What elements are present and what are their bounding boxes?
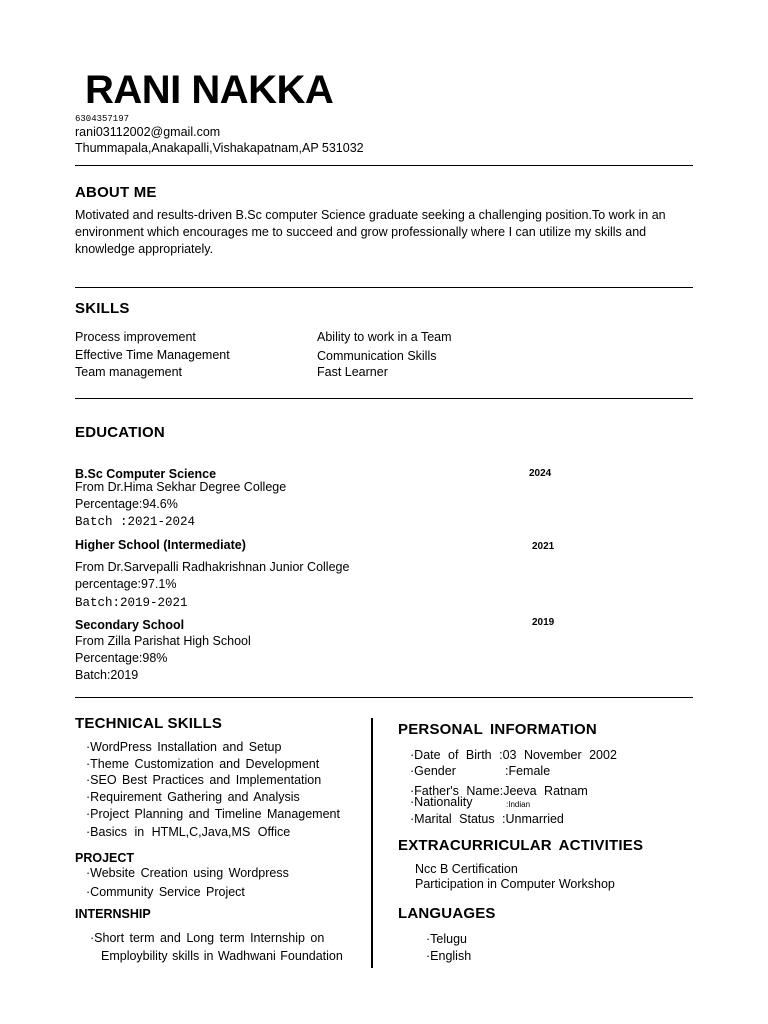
phone-number: 6304357197 — [75, 114, 130, 124]
intermediate-title: Higher School (Intermediate) — [75, 538, 246, 552]
nationality-value: :Indian — [506, 800, 531, 809]
personal-info-heading: PERSONAL INFORMATION — [398, 721, 597, 738]
language-item: ·Telugu — [426, 932, 467, 946]
skill-item: Fast Learner — [317, 365, 388, 379]
divider — [75, 398, 693, 399]
postal-address: Thummapala,Anakapalli,Vishakapatnam,AP 531032 — [75, 141, 364, 155]
project-heading: PROJECT — [75, 851, 135, 865]
secondary-school: From Zilla Parishat High School — [75, 634, 251, 648]
intermediate-percentage: percentage:97.1% — [75, 577, 177, 591]
candidate-name: RANI NAKKA — [85, 68, 334, 112]
skill-item: Process improvement — [75, 330, 196, 344]
technical-skills-heading: TECHNICAL SKILLS — [75, 715, 223, 732]
divider — [75, 287, 693, 288]
secondary-title: Secondary School — [75, 618, 185, 632]
about-heading: ABOUT ME — [75, 184, 157, 201]
secondary-year: 2019 — [532, 617, 555, 628]
skill-item: Team management — [75, 365, 183, 379]
project-item: ·Community Service Project — [86, 885, 245, 899]
internship-line: ·Short term and Long term Internship on — [90, 931, 325, 945]
date-of-birth: ·Date of Birth :03 November 2002 — [410, 748, 617, 762]
marital-status: ·Marital Status :Unmarried — [410, 812, 564, 826]
extracurricular-heading: EXTRACURRICULAR ACTIVITIES — [398, 837, 644, 854]
degree-year: 2024 — [529, 468, 552, 479]
gender-value: :Female — [505, 764, 551, 778]
technical-skill-item: ·Project Planning and Timeline Management — [86, 807, 340, 821]
nationality-label: ·Nationality — [410, 795, 473, 809]
technical-skill-item: ·Basics in HTML,C,Java,MS Office — [86, 825, 291, 839]
degree-college: From Dr.Hima Sekhar Degree College — [75, 480, 287, 494]
skills-heading: SKILLS — [75, 300, 130, 317]
secondary-batch: Batch:2019 — [75, 668, 139, 682]
about-text: Motivated and results-driven B.Sc computer Science graduate seeking a challenging position.To work in an environment which encourages me to succeed and grow professionally where I can utilize my skills and knowledge appropriately. — [75, 208, 666, 256]
intermediate-college: From Dr.Sarvepalli Radhakrishnan Junior College — [75, 560, 350, 574]
project-item: ·Website Creation using Wordpress — [86, 866, 289, 880]
intermediate-batch: Batch:2019-2021 — [75, 596, 188, 610]
column-divider — [371, 718, 373, 968]
divider — [75, 697, 693, 698]
gender-label: ·Gender — [410, 764, 456, 778]
degree-batch: Batch :2021-2024 — [75, 515, 196, 529]
education-heading: EDUCATION — [75, 424, 165, 441]
intermediate-year: 2021 — [532, 541, 555, 552]
extracurricular-item: Ncc B Certification — [415, 862, 518, 876]
technical-skill-item: ·Requirement Gathering and Analysis — [86, 790, 300, 804]
skill-item: Communication Skills — [317, 349, 437, 363]
technical-skill-item: ·WordPress Installation and Setup — [86, 740, 282, 754]
skill-item: Effective Time Management — [75, 348, 230, 362]
fathers-name: ·Father's Name:Jeeva Ratnam — [410, 784, 588, 798]
skill-item: Ability to work in a Team — [317, 330, 452, 344]
degree-title: B.Sc Computer Science — [75, 467, 217, 481]
internship-heading: INTERNSHIP — [75, 907, 151, 921]
email-address: rani03112002@gmail.com — [75, 125, 221, 139]
internship-line: Employbility skills in Wadhwani Foundation — [101, 949, 343, 963]
language-item: ·English — [426, 949, 472, 963]
secondary-percentage: Percentage:98% — [75, 651, 168, 665]
extracurricular-item: Participation in Computer Workshop — [415, 877, 615, 891]
languages-heading: LANGUAGES — [398, 905, 496, 922]
technical-skill-item: ·Theme Customization and Development — [86, 757, 320, 771]
degree-percentage: Percentage:94.6% — [75, 497, 178, 511]
technical-skill-item: ·SEO Best Practices and Implementation — [86, 773, 322, 787]
divider — [75, 165, 693, 166]
